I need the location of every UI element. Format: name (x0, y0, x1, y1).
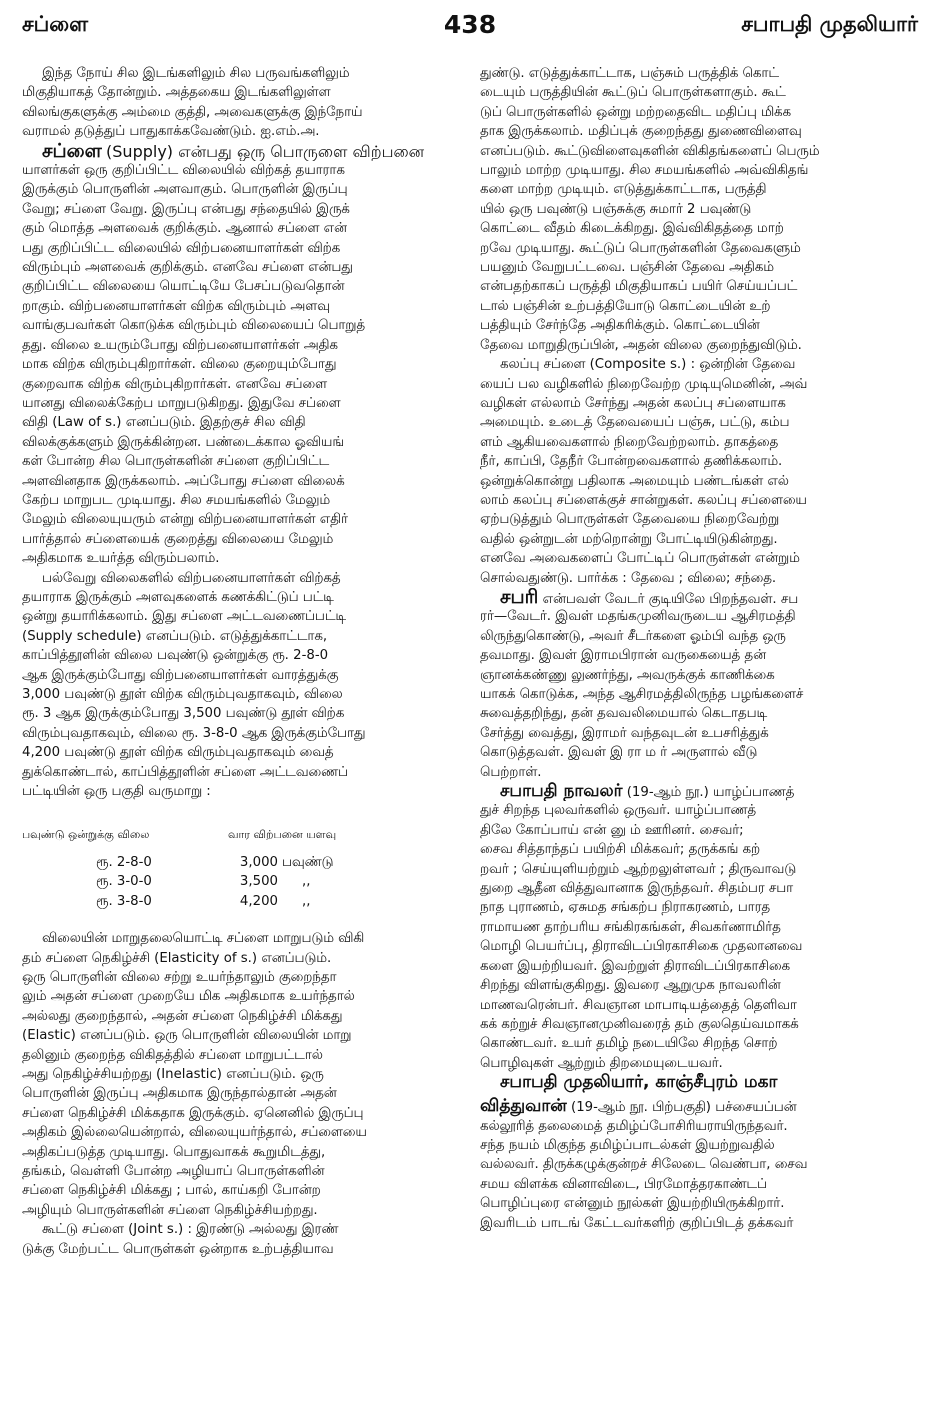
supply-schedule-table (22, 825, 336, 911)
text-line: தங்கம், வெள்ளி போன்ற அழியாப் பொருள்களின் (22, 1164, 325, 1179)
text-line: ஒன்று தயாரிக்கலாம். இது சப்ளை அட்டவணைப்பட்டி (22, 609, 346, 625)
text-line: அமையும். உடைத் தேவையைப் பஞ்சு, பட்டு, கம்ப (480, 415, 790, 431)
page-header (22, 10, 918, 50)
table-cell-qty: 3,000 (239, 854, 278, 870)
text-line: (Supply schedule) எனப்படும். எடுத்துக்காட்டாக, (22, 628, 328, 644)
text-line: சைவ சித்தாந்தப் பயிற்சி மிக்கவர்; தருக்கங் கற் (480, 842, 761, 858)
text-line: றவர் ; செய்யுளியற்றும் ஆற்றலுள்ளவர் ; திருவாவடு (480, 861, 797, 877)
text-line: துச் சிறந்த புலவர்களில் ஒருவர். யாழ்ப்பாணத் (480, 803, 757, 819)
text-line: அதிகப்படுத்த முடியாது. பொதுவாகக் கூறுமிடத்து, (22, 1144, 326, 1160)
text-line: கேற்ப மாறுபட முடியாது. சில சமயங்களில் மேலும் (22, 492, 331, 508)
supply-entry (22, 142, 462, 569)
text-line: வல்லவர். திருக்கழுக்குன்றச் சிலேடை வெண்பா, சைவ (480, 1157, 808, 1173)
text-line: பயனும் வேறுபட்டவை. பஞ்சின் தேவை அதிகம் (480, 260, 774, 276)
composite-supply-paragraph (480, 355, 918, 588)
sabari-entry (480, 588, 918, 782)
text-span: (Supply) என்பது ஒரு பொருளை விற்பனை (106, 141, 425, 161)
text-line: தது. விலை உயரும்போது விற்பனையாளர்கள் அதிக (22, 337, 338, 353)
text-line: ஞானக்கண்ணு லுணர்ந்து, அவருக்குக் காணிக்கை (480, 667, 775, 683)
intro-paragraph (22, 64, 462, 142)
table-cell-qty: 3,500 (239, 874, 278, 890)
elasticity-paragraph (22, 929, 462, 1220)
text-line: டுப் பொருள்களில் ஒன்று மற்றதைவிட மதிப்பு மிக்க (480, 104, 792, 120)
text-line: நாத புராணம், ஏசுமத சங்கற்ப நிராகரணம், பாரத (480, 900, 771, 916)
text-line: ரர்—வேடர். இவள் மதங்கமுனிவருடைய ஆசிரமத்தி (480, 609, 796, 625)
text-line: யாளர்கள் ஒரு குறிப்பிட்ட விலையில் விற்கத் தயாராக (22, 163, 345, 179)
text-line: ஆக இருக்கும்போது விற்பனையாளர்கள் வாரத்துக்கு (22, 667, 339, 683)
text-line: களை இயற்றியவர். இவற்றுள் திராவிடப்பிரகாசிகை (480, 958, 790, 974)
entry-heading-supply: சப்ளை (42, 141, 102, 162)
joint-supply-paragraph (22, 1220, 462, 1259)
text-span: (19-ஆம் நூ.) யாழ்ப்பாணத் (626, 785, 795, 801)
text-line: தயாராக இருக்கும் அளவுகளைக் கணக்கிட்டுப் பட்டி (22, 589, 334, 605)
text-line: சப்ளை நெகிழ்ச்சி மிக்கதாக இருக்கும். ஏனெனில் இருப்பு (22, 1105, 364, 1121)
text-line: விரும்புவதாகவும், விலை ரூ. 3-8-0 ஆக இருக்கும்போது (22, 725, 366, 741)
text-line: விலையின் மாறுதலையொட்டி சப்ளை மாறுபடும் விகி (42, 931, 365, 947)
text-line: அது நெகிழ்ச்சியற்றது (Inelastic) எனப்படும். ஒரு (22, 1066, 324, 1082)
joint-supply-continued (480, 64, 918, 355)
text-line: பட்டியின் ஒரு பகுதி வருமாறு : (22, 784, 211, 800)
text-line: எனப்படும். கூட்டுவிளைவுகளின் விகிதங்களைப் பெரும் (480, 143, 820, 159)
text-line: பார்த்தால் சப்ளையைக் குறைத்து விலையை மேலும் (22, 531, 334, 547)
table-cell-unit: பவுண்டு (282, 854, 334, 870)
text-line: 3,000 பவுண்டு தூள் விற்க விரும்புவதாகவும், விலை (22, 687, 343, 702)
text-line: பொழிப்புரை என்னும் நூல்கள் இயற்றியிருக்கிறார். (480, 1196, 785, 1212)
entry-heading-sabari: சபரி (500, 587, 539, 608)
text-line: கொடுத்தவள். இவள் இ ரா ம ர் அருளால் வீடு (480, 745, 758, 761)
text-line: காப்பித்தூளின் விலை பவுண்டு ஒன்றுக்கு ரூ. 2-8-0 (22, 648, 329, 664)
text-line: கொண்டவர். உயர் தமிழ் நடையிலே சிறந்த சொற் (480, 1036, 778, 1052)
header-left-keyword: சப்ளை (22, 12, 89, 36)
text-line: சமய விளக்க வினாவிடை, பிரமோத்தரகாண்டப் (480, 1176, 767, 1192)
text-line: அதிகமாக உயர்த்த விரும்பலாம். (22, 551, 220, 567)
text-line: மொழி பெயர்ப்பு, திராவிடப்பிரகாசிகை முதலானவை (480, 939, 803, 955)
text-line: கக் கற்றுச் சிவஞானமுனிவரைத் தம் குலதெய்வமாகக் (480, 1016, 799, 1032)
text-line: இருக்கும் பொருளின் அளவாகும். பொருளின் இருப்பு (22, 182, 348, 198)
text-line: (Elastic) எனப்படும். ஒரு பொருளின் விலையின் மாறு (22, 1028, 352, 1044)
text-line: பொருளின் இருப்பு அதிகமாக இருந்தால்தான் அதன் (22, 1086, 337, 1102)
table-row (22, 853, 336, 872)
text-line: யைப் பல வழிகளில் நிறைவேற்ற முடியுமெனின், அவ் (480, 376, 808, 392)
text-line (22, 142, 462, 161)
text-line: அல்லது குறைந்தால், அதன் சப்ளை நெகிழ்ச்சி மிக்கது (22, 1008, 343, 1024)
schedule-paragraph (22, 569, 462, 802)
text-line: தம் சப்ளை நெகிழ்ச்சி (Elasticity of s.) எனப்படும். (22, 950, 332, 966)
text-line (480, 1097, 918, 1116)
text-line: ராமாயண தாற்பரிய சங்கிரகங்கள், சிவகர்ணாமிர்த (480, 919, 781, 935)
text-line: திலே கோப்பாய் என் னு ம் ஊரினர். சைவர்; (480, 822, 744, 838)
text-line: கொட்டை வீதம் கிடைக்கிறது. இவ்விகிதத்தை மாற் (480, 221, 784, 237)
text-line: பத்தியும் சேர்ந்தே அதிகரிக்கும். கொட்டையின் (480, 318, 760, 334)
text-line (480, 782, 918, 801)
text-line: துண்டு. எடுத்துக்காட்டாக, பஞ்சும் பருத்திக் கொட் (480, 66, 779, 81)
text-line: குறிப்பிட்ட விலையை யொட்டியே பேசப்படுவதொன் (22, 279, 345, 295)
header-right-keyword: சபாபதி முதலியார் (741, 12, 918, 36)
text-line: கல்லூரித் தலைமைத் தமிழ்ப்போசிரியராயிருந்தவர். (480, 1118, 788, 1134)
text-line: குறைவாக விற்க விரும்புகிறார்கள். எனவே சப்ளை (22, 376, 328, 392)
text-line: வராமல் தடுத்துப் பாதுகாக்கவேண்டும். ஐ.எம்.அ. (22, 124, 320, 140)
text-line: விரும்பும் அளவைக் குறிக்கும். எனவே சப்ளை என்பது (22, 260, 353, 276)
text-line: ஒன்றுக்கொன்று பதிலாக அமையும் பண்டங்கள் எல் (480, 473, 789, 489)
table-row (22, 892, 336, 911)
entry-heading-mudaliar-2: வித்துவான் (480, 1097, 567, 1117)
text-line: விலக்குக்களும் இருக்கின்றன. பண்டைக்கால ஓவியங் (22, 434, 344, 450)
text-line: வழிகள் எல்லாம் சேர்ந்து அதன் கலப்பு சப்ளையாக (480, 395, 786, 411)
left-column (22, 64, 462, 1259)
text-line: துக்கொண்டால், காப்பித்தூளின் சப்ளை அட்டவணைப் (22, 764, 348, 780)
text-line: கூட்டு சப்ளை (Joint s.) : இரண்டு அல்லது இரண் (42, 1222, 339, 1238)
text-line: தாக இருக்கலாம். மதிப்புக் குறைந்தது துணைவிளைவு (480, 124, 802, 140)
table-cell-price: ரூ. 3-0-0 (96, 874, 152, 890)
text-line: வதில் ஒன்றுடன் மற்றொன்று போட்டியிடுகின்றது. (480, 531, 778, 547)
table-cell-unit: ,, (302, 874, 311, 890)
text-line: டுக்கு மேற்பட்ட பொருள்கள் ஒன்றாக உற்பத்தியாவ (22, 1241, 334, 1257)
text-line: மேலும் விலையுயரும் என்று விற்பனையாளர்கள் எதிர் (22, 512, 348, 528)
text-line: ளம் ஆகியவைகளால் நிறைவேற்றலாம். தாகத்தை (480, 434, 779, 450)
text-line: இந்த நோய் சில இடங்களிலும் சில பருவங்களிலும் (42, 66, 350, 81)
text-line: டால் பஞ்சின் உற்பத்தியோடு கொட்டையின் உற் (480, 298, 771, 314)
text-line: றவே முடியாது. கூட்டுப் பொருள்களின் தேவைகளும் (480, 240, 801, 256)
text-line: அழியும் பொருள்களின் சப்ளை நெகிழ்ச்சியற்றது. (22, 1202, 318, 1218)
text-line: லாம் கலப்பு சப்ளைக்குச் சான்றுகள். கலப்பு சப்ளையை (480, 492, 807, 508)
text-line: ரூ. 3 ஆக இருக்கும்போது 3,500 பவுண்டு தூள் விற்க (22, 706, 345, 722)
table-cell-price: ரூ. 3-8-0 (96, 893, 152, 909)
entry-heading-navalar: சபாபதி நாவலர் (500, 782, 623, 802)
text-line: டையும் பருத்தியின் கூட்டுப் பொருள்களாகும். கூட் (480, 85, 786, 101)
text-line: பது குறிப்பிட்ட விலையில் விற்பனையாளர்கள் விற்க (22, 240, 341, 256)
text-line: விலங்குகளுக்கு அம்மை குத்தி, அவைகளுக்கு இந்நோய் (22, 104, 363, 120)
text-line: 4,200 பவுண்டு தூள் விற்க விரும்புவதாகவும் வைத் (22, 745, 334, 761)
text-line: மாணவரென்பர். சிவஞான மாபாடியத்தைத் தெளிவா (480, 997, 797, 1013)
table-cell-unit: ,, (302, 893, 311, 909)
text-line: கள் போன்ற சில பொருள்களின் சப்ளை குறிப்பிட்ட (22, 454, 330, 470)
text-span: என்பவள் வேடர் குடியிலே பிறந்தவள். சப (542, 591, 799, 607)
text-line: மிகுதியாகத் தோன்றும். அத்தகைய இடங்களிலுள்ள (22, 85, 331, 101)
page-number: 438 (443, 10, 497, 39)
text-line: பெற்றாள். (480, 764, 542, 780)
sabapathi-mudaliar-entry (480, 1073, 918, 1233)
table-cell-price: ரூ. 2-8-0 (96, 854, 152, 870)
table-header-row (22, 825, 336, 844)
text-line (480, 1073, 918, 1097)
text-line: பொழிவுகள் ஆற்றும் திறமையுடையவர். (480, 1055, 723, 1071)
text-span: (19-ஆம் நூ. பிற்பகுதி) பச்சையப்பன் (571, 1100, 797, 1116)
text-line: ஒரு பொருளின் விலை சற்று உயர்ந்தாலும் குறைந்தா (22, 969, 337, 985)
table-cell-qty: 4,200 (239, 893, 278, 909)
text-line: தேவை மாறுதிருப்பின், அதன் விலை குறைந்துவிடும். (480, 337, 802, 353)
text-line: பாலும் மாற்ற முடியாது. சில சமயங்களில் அவ்விகிதங் (480, 163, 809, 179)
text-line: எனவே அவைகளைப் போட்டிப் பொருள்கள் என்றும் (480, 551, 800, 567)
text-line: சொல்வதுண்டு. பார்க்க : தேவை ; விலை; சந்தை. (480, 570, 777, 586)
entry-heading-mudaliar: சபாபதி முதலியார், காஞ்சீபுரம் மகா (500, 1073, 778, 1093)
text-line: யாகக் கொடுக்க, அந்த ஆசிரமத்திலிருந்த பழங்களைச் (480, 687, 804, 702)
text-line: வாங்குபவர்கள் கொடுக்க விரும்பும் விலையைப் பொறுத் (22, 318, 366, 334)
text-line: விதி (Law of s.) எனப்படும். இதற்குச் சில விதி (22, 415, 306, 431)
text-line: களை மாற்ற முடியும். எடுத்துக்காட்டாக, பருத்தி (480, 182, 767, 198)
text-line: தலினும் குறைந்த விகிதத்தில் சப்ளை மாறுபட்டால் (22, 1047, 323, 1063)
table-header-quantity: வார விற்பனை யளவு (228, 828, 337, 842)
text-line: சந்த நயம் மிகுந்த தமிழ்ப்பாடல்கள் இயற்றுவதில் (480, 1137, 775, 1153)
text-line: துறை ஆதீன வித்துவானாக இருந்தவர். சிதம்பர சபா (480, 881, 794, 897)
text-line: என்பதற்காகப் பருத்தி மிகுதியாகப் பயிர் செய்யப்பட் (480, 279, 798, 295)
text-line: பல்வேறு விலைகளில் விற்பனையாளர்கள் விற்கத் (42, 570, 341, 586)
text-line: யில் ஒரு பவுண்டு பஞ்சுக்கு சுமார் 2 பவுண்டு (480, 201, 752, 217)
text-line: லும் அதன் சப்ளை முறையே மிக அதிகமாக உயர்ந்தால் (22, 989, 355, 1005)
text-line (480, 588, 918, 607)
text-line: சப்ளை நெகிழ்ச்சி மிக்கது ; பால், காய்கறி போன்ற (22, 1183, 321, 1199)
text-line: இவரிடம் பாடங் கேட்டவர்களிற் குறிப்பிடத் தக்கவர் (480, 1215, 794, 1231)
text-line: அதிகம் இல்லையென்றால், விலையுயர்ந்தால், சப்ளையை (22, 1125, 367, 1141)
text-line: சிறந்து விளங்குகிறது. இவரை ஆறுமுக நாவலரின் (480, 978, 781, 994)
text-line: நீர், காப்பி, தேநீர் போன்றவைகளால் தணிக்கலாம். (480, 454, 783, 470)
text-line: அளவினதாக இருக்கலாம். அப்போது சப்ளை விலைக் (22, 473, 345, 489)
table-header-price: பவுண்டு ஒன்றுக்கு விலை (22, 828, 150, 842)
right-column (480, 64, 918, 1233)
text-line: வேறு; சப்ளை வேறு. இருப்பு என்பது சந்தையில் இருக் (22, 201, 350, 217)
text-line: கும் மொத்த அளவைக் குறிக்கும். ஆனால் சப்ளை என் (22, 221, 347, 237)
text-line: தவமாது. இவள் இராமபிரான் வருகையைத் தன் (480, 648, 766, 664)
text-line: லிருந்துகொண்டு, அவர் சீடர்களை ஓம்பி வந்த ஒரு (480, 628, 786, 644)
text-line: யானது விலைக்கேற்ப மாறுபடுகிறது. இதுவே சப்ளை (22, 395, 341, 411)
text-line: கலப்பு சப்ளை (Composite s.) : ஒன்றின் தேவை (500, 357, 796, 373)
text-line: சுவைத்தறிந்து, தன் தவவலிமையால் கெடாதபடி (480, 706, 768, 722)
text-line: றாகும். விற்பனையாளர்கள் விற்க விரும்பும் அளவு (22, 298, 330, 314)
text-line: சேர்த்து வைத்து, இராமர் வந்தவுடன் உபசரித்துக் (480, 725, 769, 741)
table-row (22, 872, 336, 891)
text-line: ஏற்படுத்தும் பொருள்கள் தேவையை நிறைவேற்று (480, 512, 780, 528)
sabapathi-navalar-entry (480, 782, 918, 1073)
text-line: மாக விற்க விரும்புகிறார்கள். விலை குறையும்போது (22, 357, 337, 373)
